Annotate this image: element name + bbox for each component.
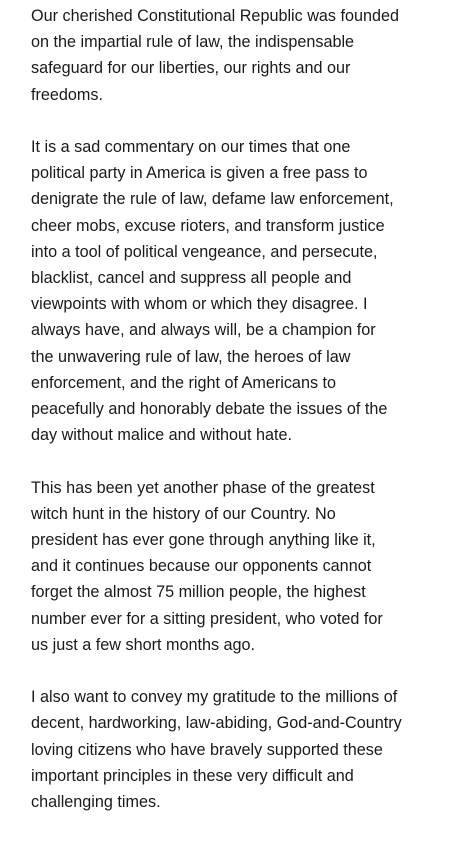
text-line: blacklist, cancel and suppress all people and xyxy=(31,269,352,288)
text-line: denigrate the rule of law, defame law enforcement, xyxy=(31,190,394,209)
text-line: challenging times. xyxy=(31,793,161,812)
text-line: decent, hardworking, law-abiding, God-and-Country xyxy=(31,714,402,733)
text-line: the unwavering rule of law, the heroes of law xyxy=(31,347,351,366)
text-line: day without malice and without hate. xyxy=(31,426,292,445)
text-line: forget the almost 75 million people, the highest xyxy=(31,583,366,602)
paragraph-4 xyxy=(31,684,451,815)
text-line: us just a few short months ago. xyxy=(31,635,256,654)
text-line: freedoms. xyxy=(31,85,103,104)
text-line: witch hunt in the history of our Country. No xyxy=(31,504,336,523)
text-line: political party in America is given a free pass to xyxy=(31,164,368,183)
text-line: cheer mobs, excuse rioters, and transform justice xyxy=(31,216,385,235)
text-line: loving citizens who have bravely supported these xyxy=(31,740,383,759)
paragraph-3 xyxy=(31,475,451,658)
text-line: I also want to convey my gratitude to the millions of xyxy=(31,688,398,707)
text-line: number ever for a sitting president, who voted for xyxy=(31,609,383,628)
text-line: important principles in these very difficult and xyxy=(31,766,354,785)
text-line: Our cherished Constitutional Republic was founded xyxy=(31,7,400,25)
paragraph-1 xyxy=(31,3,451,108)
text-line: on the impartial rule of law, the indispensable xyxy=(31,33,355,52)
document-body xyxy=(31,3,451,841)
text-line: safeguard for our liberties, our rights and our xyxy=(31,59,351,78)
text-line: This has been yet another phase of the greatest xyxy=(31,478,375,497)
text-line: president has ever gone through anything like it, xyxy=(31,531,376,550)
text-line: viewpoints with whom or which they disagree. I xyxy=(31,295,368,314)
text-line: always have, and always will, be a champion for xyxy=(31,321,376,340)
text-line: and it continues because our opponents cannot xyxy=(31,557,372,576)
paragraph-2 xyxy=(31,134,451,448)
text-line: It is a sad commentary on our times that one xyxy=(31,138,351,156)
text-line: enforcement, and the right of Americans to xyxy=(31,373,337,392)
text-line: into a tool of political vengeance, and persecute, xyxy=(31,242,378,261)
text-line: peacefully and honorably debate the issues of the xyxy=(31,400,388,419)
